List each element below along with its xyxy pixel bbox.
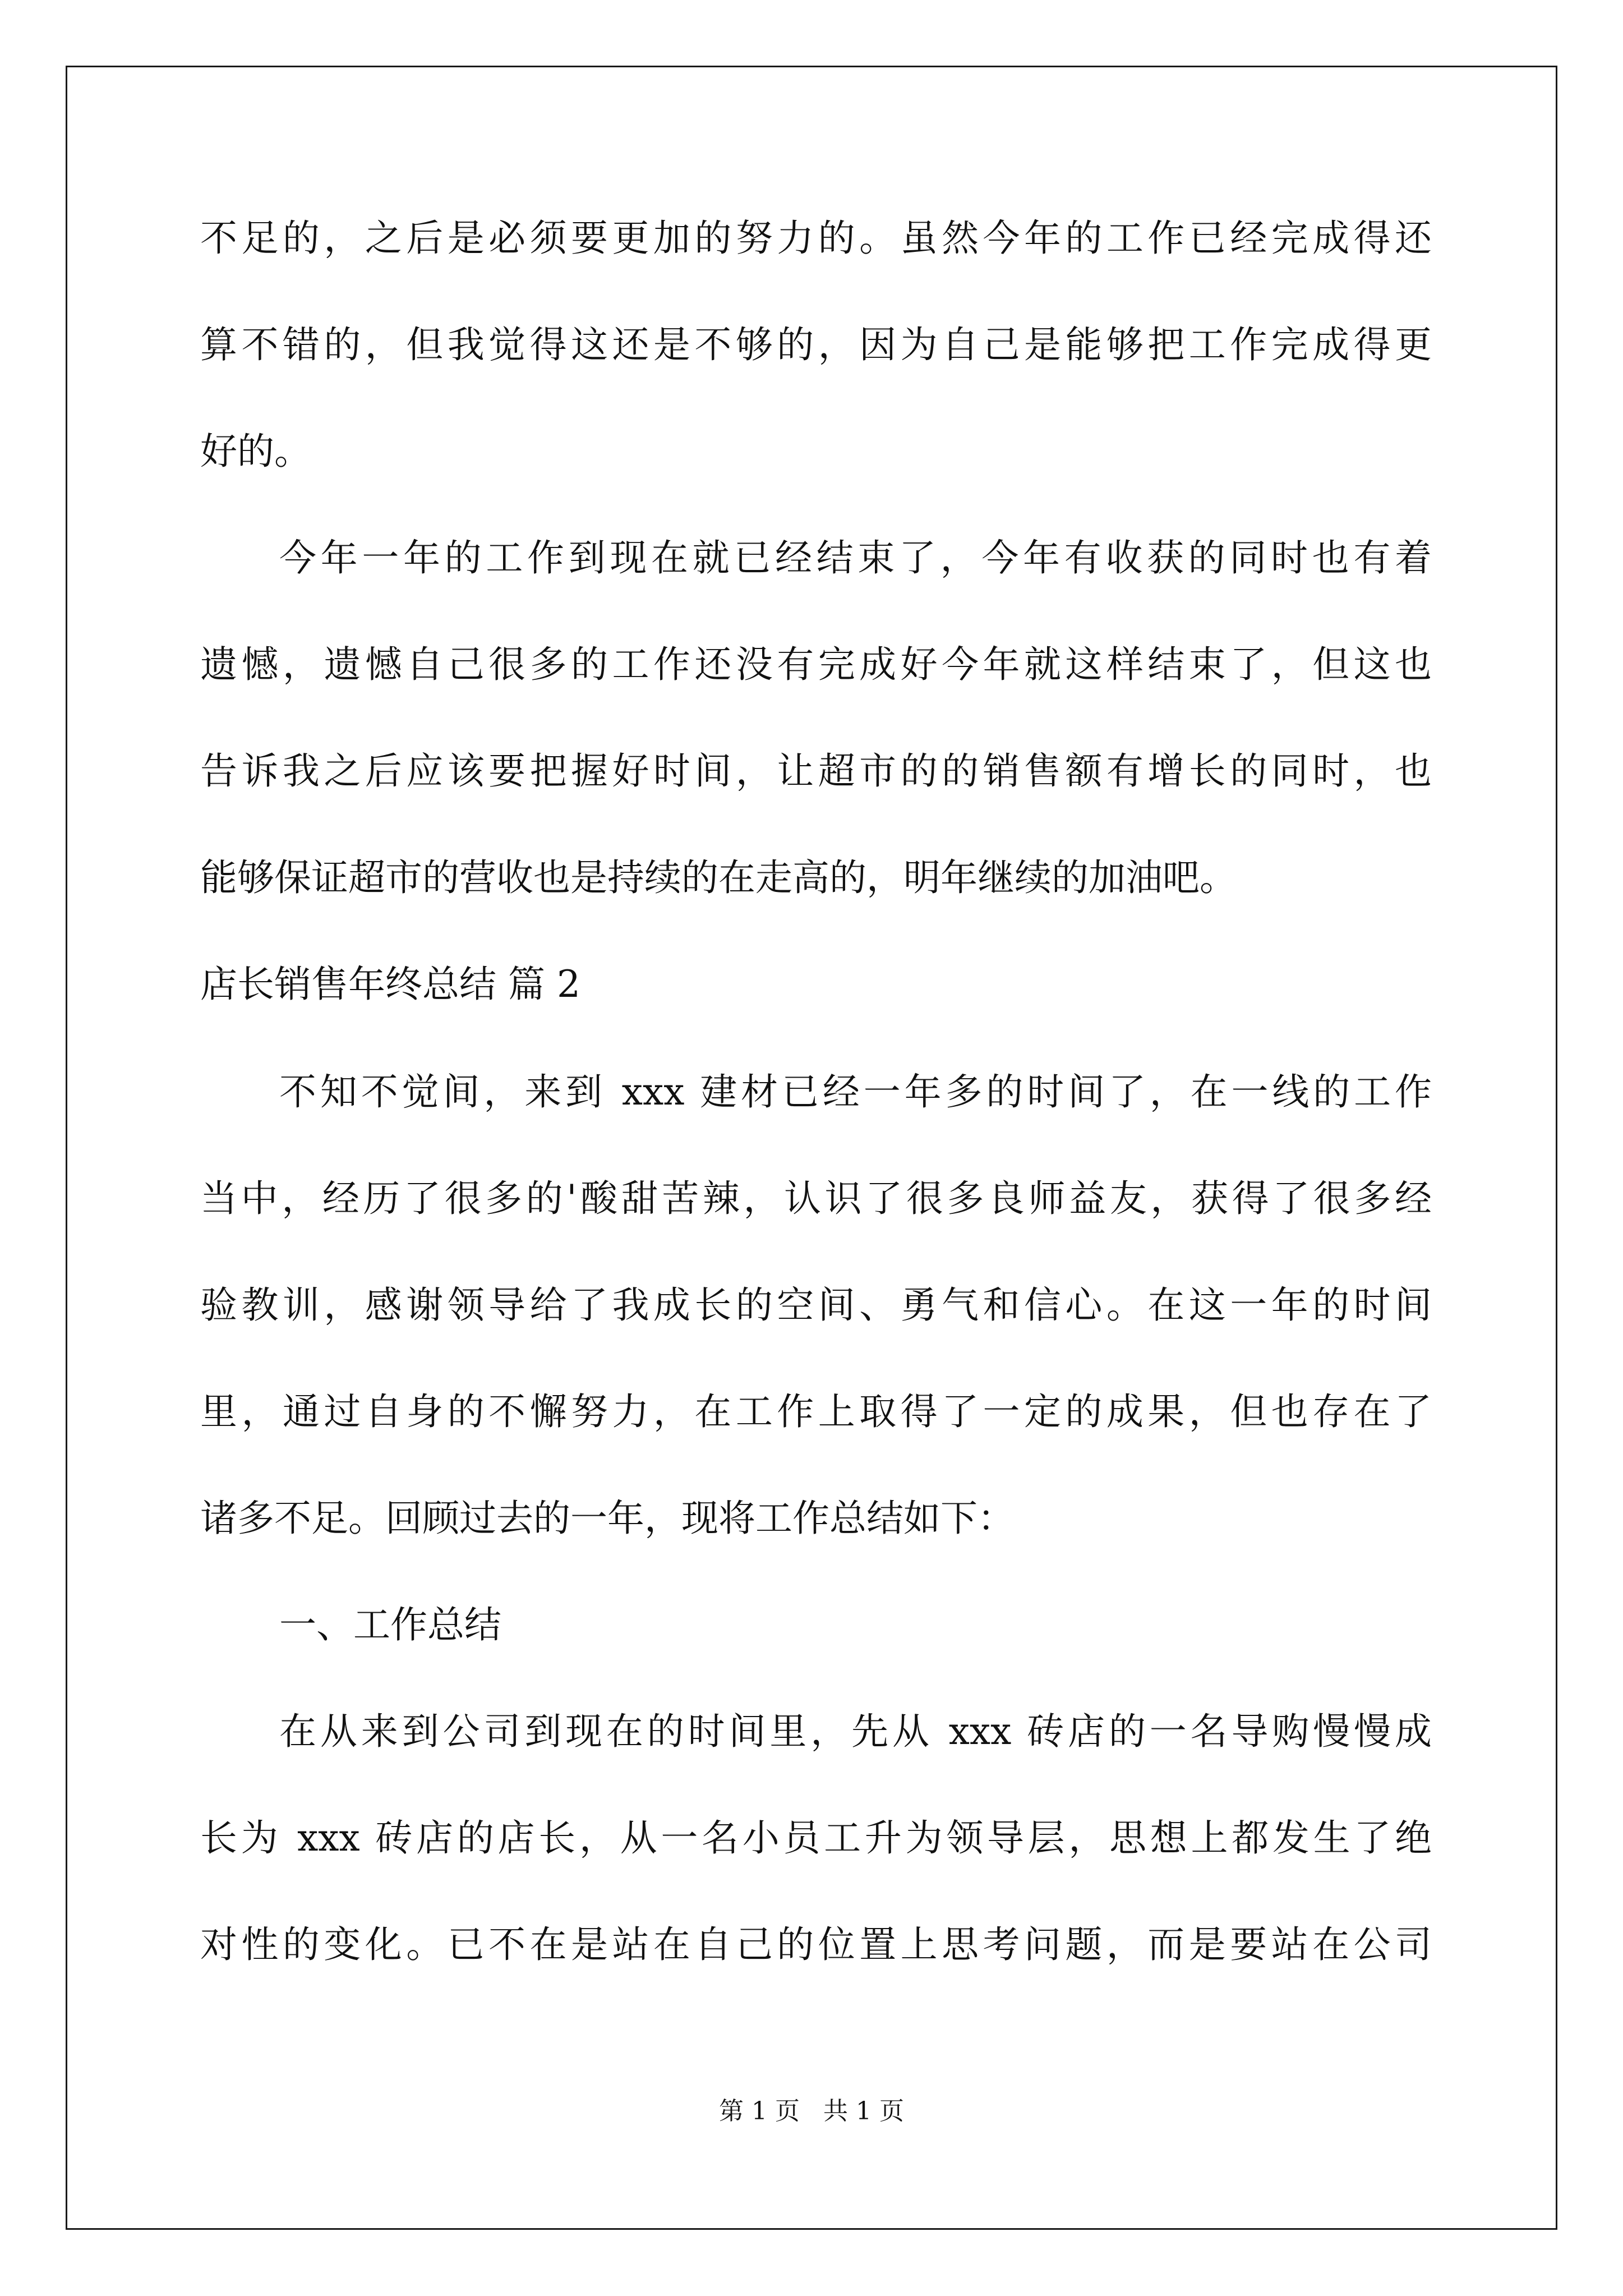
page-footer: 第 1 页 共 1 页 [719,2097,904,2125]
text-line: 对性的变化。已不在是站在自己的位置上思考问题，而是要站在公司 [200,1923,1432,1966]
text-line: 能够保证超市的营收也是持续的在走高的，明年继续的加油吧。 [200,856,1237,899]
paragraph-first-line: 今年一年的工作到现在就已经结束了，今年有收获的同时也有着 [279,536,1432,579]
text-line: 当中，经历了很多的'酸甜苦辣，认识了很多良师益友，获得了很多经 [200,1177,1432,1220]
text-line: 算不错的，但我觉得这还是不够的，因为自己是能够把工作完成得更 [200,323,1432,366]
text-line: 告诉我之后应该要把握好时间，让超市的的销售额有增长的同时，也 [200,749,1432,793]
text-line: 长为 xxx 砖店的店长，从一名小员工升为领导层，思想上都发生了绝 [200,1816,1432,1860]
text-line: 验教训，感谢领导给了我成长的空间、勇气和信心。在这一年的时间 [200,1283,1432,1327]
subsection-heading: 一、工作总结 [279,1603,501,1646]
text-line: 诸多不足。回顾过去的一年，现将工作总结如下： [200,1497,1015,1540]
text-line: 里，通过自身的不懈努力，在工作上取得了一定的成果，但也存在了 [200,1390,1432,1433]
text-line: 遗憾，遗憾自己很多的工作还没有完成好今年就这样结束了，但这也 [200,643,1432,686]
paragraph-first-line: 不知不觉间，来到 xxx 建材已经一年多的时间了，在一线的工作 [279,1070,1432,1114]
text-line: 好的。 [200,430,311,473]
section-heading: 店长销售年终总结 篇 2 [200,963,580,1006]
page-border [66,66,1557,2230]
paragraph-first-line: 在从来到公司到现在的时间里，先从 xxx 砖店的一名导购慢慢成 [279,1710,1432,1753]
text-line: 不足的，之后是必须要更加的努力的。虽然今年的工作已经完成得还 [200,217,1432,260]
